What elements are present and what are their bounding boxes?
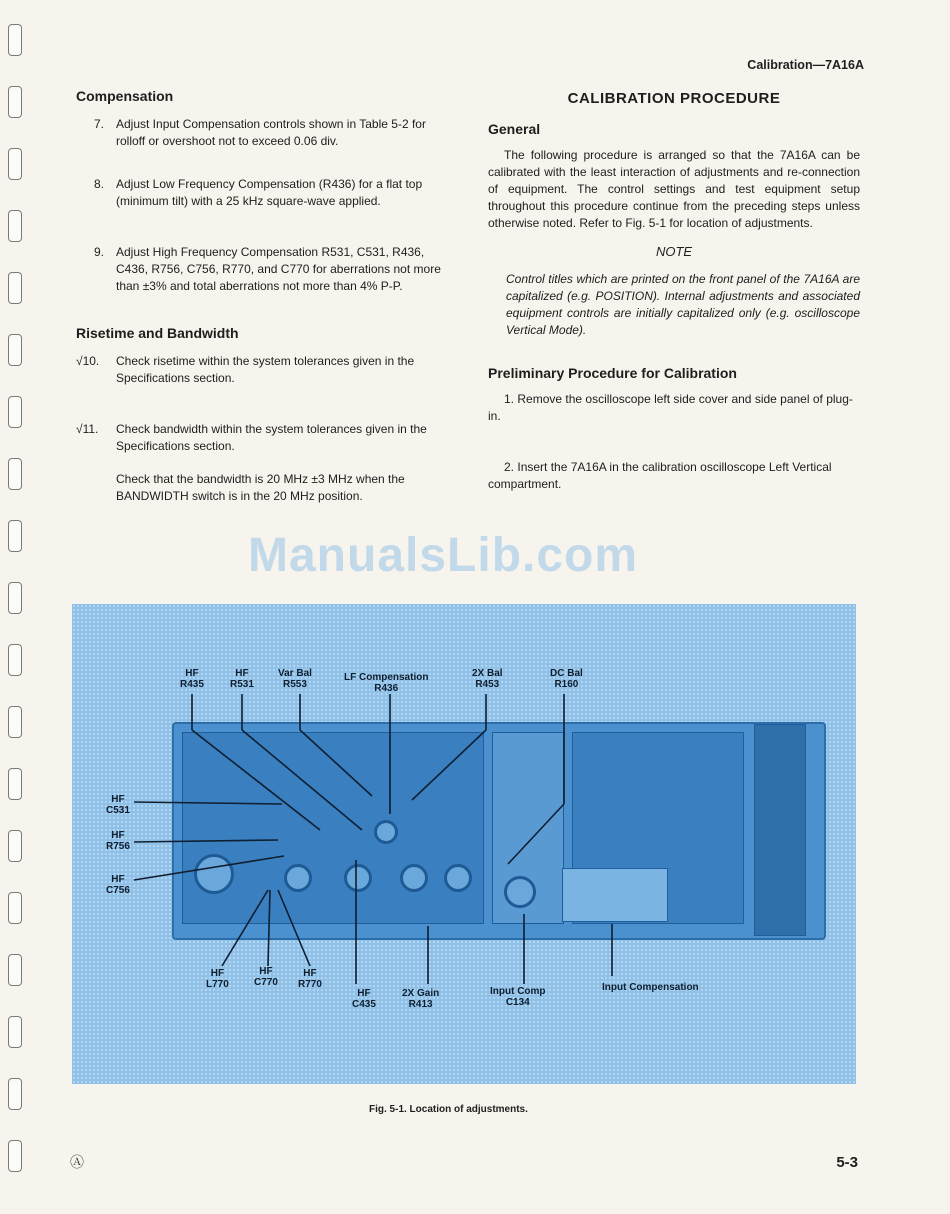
label-hf-l770: HF L770 (206, 968, 229, 990)
step-text: Adjust High Frequency Compensation R531, C531, R436, C436, R756, C756, R770, and C770 for aberrations not more than ±3% and total aberrations not more than 4% P-P. (116, 245, 441, 293)
page-number: 5-3 (836, 1154, 858, 1171)
step-10 (76, 353, 448, 387)
label-hf-r756: HF R756 (106, 830, 130, 852)
general-heading: General (488, 121, 541, 137)
step-9 (76, 244, 448, 295)
step-number: 1. (504, 392, 515, 406)
label-dc-bal-r160: DC Bal R160 (550, 668, 583, 690)
compensation-heading: Compensation (76, 88, 174, 104)
bandwidth-check: Check that the bandwidth is 20 MHz ±3 MHz when the BANDWIDTH switch is in the 20 MHz position. (116, 472, 405, 503)
revision-mark: Ⓐ (70, 1154, 84, 1170)
note-title: NOTE (655, 244, 693, 259)
step-text: Insert the 7A16A in the calibration oscilloscope Left Vertical compartment. (488, 460, 832, 491)
watermark: ManualsLib.com (248, 529, 639, 582)
label-hf-r770: HF R770 (298, 968, 322, 990)
step-text: Adjust Input Compensation controls shown in Table 5-2 for rolloff or overshoot not to exceed 0.06 div. (116, 117, 426, 148)
preliminary-step-1 (488, 391, 860, 425)
risetime-heading: Risetime and Bandwidth (76, 325, 239, 341)
step-number: 7. (94, 117, 105, 131)
right-column (488, 90, 860, 493)
label-hf-c531: HF C531 (106, 794, 130, 816)
figure-caption: Fig. 5-1. Location of adjustments. (369, 1104, 528, 1115)
label-hf-r531: HF R531 (230, 668, 254, 690)
left-column (76, 88, 448, 505)
label-lf-compensation-r436: LF Compensation R436 (344, 672, 429, 694)
step-text: Adjust Low Frequency Compensation (R436) for a flat top (minimum tilt) with a 25 kHz square-wave applied. (116, 177, 423, 208)
section-title: CALIBRATION PROCEDURE (567, 90, 781, 107)
general-body: The following procedure is arranged so that the 7A16A can be calibrated with the least interaction of adjustments and re-connection of equipment. The control settings and test equipment setup throughout this procedure continue from the preceding steps unless otherwise noted. Refer to Fig. 5-1 for location of adjustments. (488, 148, 860, 230)
label-hf-c756: HF C756 (106, 874, 130, 896)
label-hf-r435: HF R435 (180, 668, 204, 690)
preliminary-step-2 (488, 459, 860, 493)
step-7 (76, 116, 448, 150)
step-number: √10. (76, 354, 100, 368)
label-2x-gain-r413: 2X Gain R413 (402, 988, 440, 1010)
step-8 (76, 176, 448, 210)
running-title: Calibration—7A16A (747, 58, 864, 72)
step-11 (76, 421, 448, 455)
adjustment-location-figure (72, 604, 856, 1084)
step-number: √11. (76, 422, 99, 436)
label-hf-c770: HF C770 (254, 966, 278, 988)
step-number: 8. (94, 177, 105, 191)
step-number: 2. (504, 460, 515, 474)
label-input-compensation: Input Compensation (602, 982, 699, 993)
label-input-comp-c134: Input Comp C134 (490, 986, 546, 1008)
step-text: Remove the oscilloscope left side cover and side panel of plug-in. (488, 392, 853, 423)
label-var-bal-r553: Var Bal R553 (278, 668, 312, 690)
note-body: Control titles which are printed on the front panel of the 7A16A are capitalized (e.g. POSITION). Internal adjustments and associated equipment controls are initially capitalized only (e.g. oscilloscope Vertical Mode). (506, 272, 860, 337)
step-text: Check bandwidth within the system tolerances given in the Specifications section. (116, 422, 427, 453)
step-number: 9. (94, 245, 105, 259)
label-hf-c435: HF C435 (352, 988, 376, 1010)
preliminary-heading: Preliminary Procedure for Calibration (488, 365, 737, 381)
step-text: Check risetime within the system tolerances given in the Specifications section. (116, 354, 415, 385)
label-2x-bal-r453: 2X Bal R453 (472, 668, 503, 690)
